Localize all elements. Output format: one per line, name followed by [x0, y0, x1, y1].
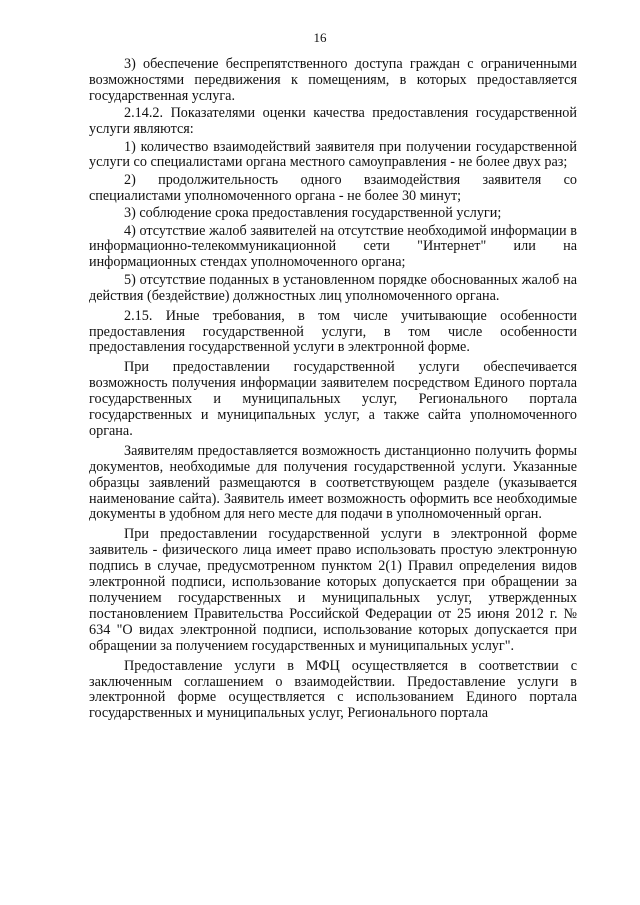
paragraph-indicator-3: 3) соблюдение срока предоставления государственной услуги;: [124, 205, 502, 222]
paragraph-accessibility: 3) обеспечение беспрепятственного доступа граждан с ограниченными возможностями передвижения к помещениям, в которых предоставляется государственная услуга.: [89, 56, 577, 104]
page-number: 16: [313, 30, 327, 45]
paragraph-indicator-1: 1) количество взаимодействий заявителя при получении государственной услуги со специалистами органа местного самоуправления - не более двух раз;: [89, 138, 577, 171]
paragraph-section-2-15: 2.15. Иные требования, в том числе учитывающие особенности предоставления государственной услуги, в том числе особенности предоставления государственной услуги в электронной форме.: [89, 307, 577, 356]
paragraph-quality-indicators: 2.14.2. Показателями оценки качества предоставления государственной услуги являются:: [89, 105, 577, 138]
paragraph-indicator-2: 2) продолжительность одного взаимодействия заявителя со специалистами уполномоченного органа - не более 30 минут;: [89, 171, 577, 204]
paragraph-portal-information: При предоставлении государственной услуги обеспечивается возможность получения информации заявителем посредством Единого портала государственных и муниципальных услуг, Регионального портала государственных и муниципальных услуг, а также сайта уполномоченного органа.: [89, 359, 577, 439]
paragraph-mfc-service: Предоставление услуги в МФЦ осуществляется в соответствии с заключенным соглашением о взаимодействии. Предоставление услуги в электронной форме осуществляется с использованием Единого портала государственных и муниципальных услуг, Регионального портала: [89, 657, 577, 722]
paragraph-electronic-signature: При предоставлении государственной услуги в электронной форме заявитель - физического лица имеет право использовать простую электронную подпись в случае, предусмотренном пунктом 2(1) Правил определения видов электронной подписи, использование которых допускается при обращении за получением государственных и муниципальных услуг, утвержденных постановлением Правительства Российской Федерации от 25 июня 2012 г. № 634 "О видах электронной подписи, использование которых допускается при обращении за получением государственных и муниципальных услуг".: [89, 526, 577, 654]
paragraph-indicator-4: 4) отсутствие жалоб заявителей на отсутствие необходимой информации в информационно-телекоммуникационной сети "Интернет" или на информационных стендах уполномоченного органа;: [89, 222, 577, 271]
paragraph-indicator-5: 5) отсутствие поданных в установленном порядке обоснованных жалоб на действия (бездействие) должностных лиц уполномоченного органа.: [89, 271, 577, 304]
document-body: [89, 57, 577, 724]
paragraph-remote-forms: Заявителям предоставляется возможность дистанционно получить формы документов, необходимые для получения государственной услуги. Указанные образцы заявлений размещаются в соответствующем разделе (указывается наименование сайта). Заявитель имеет возможность оформить все необходимые документы в удобном для него месте для подачи в уполномоченный орган.: [89, 442, 577, 523]
